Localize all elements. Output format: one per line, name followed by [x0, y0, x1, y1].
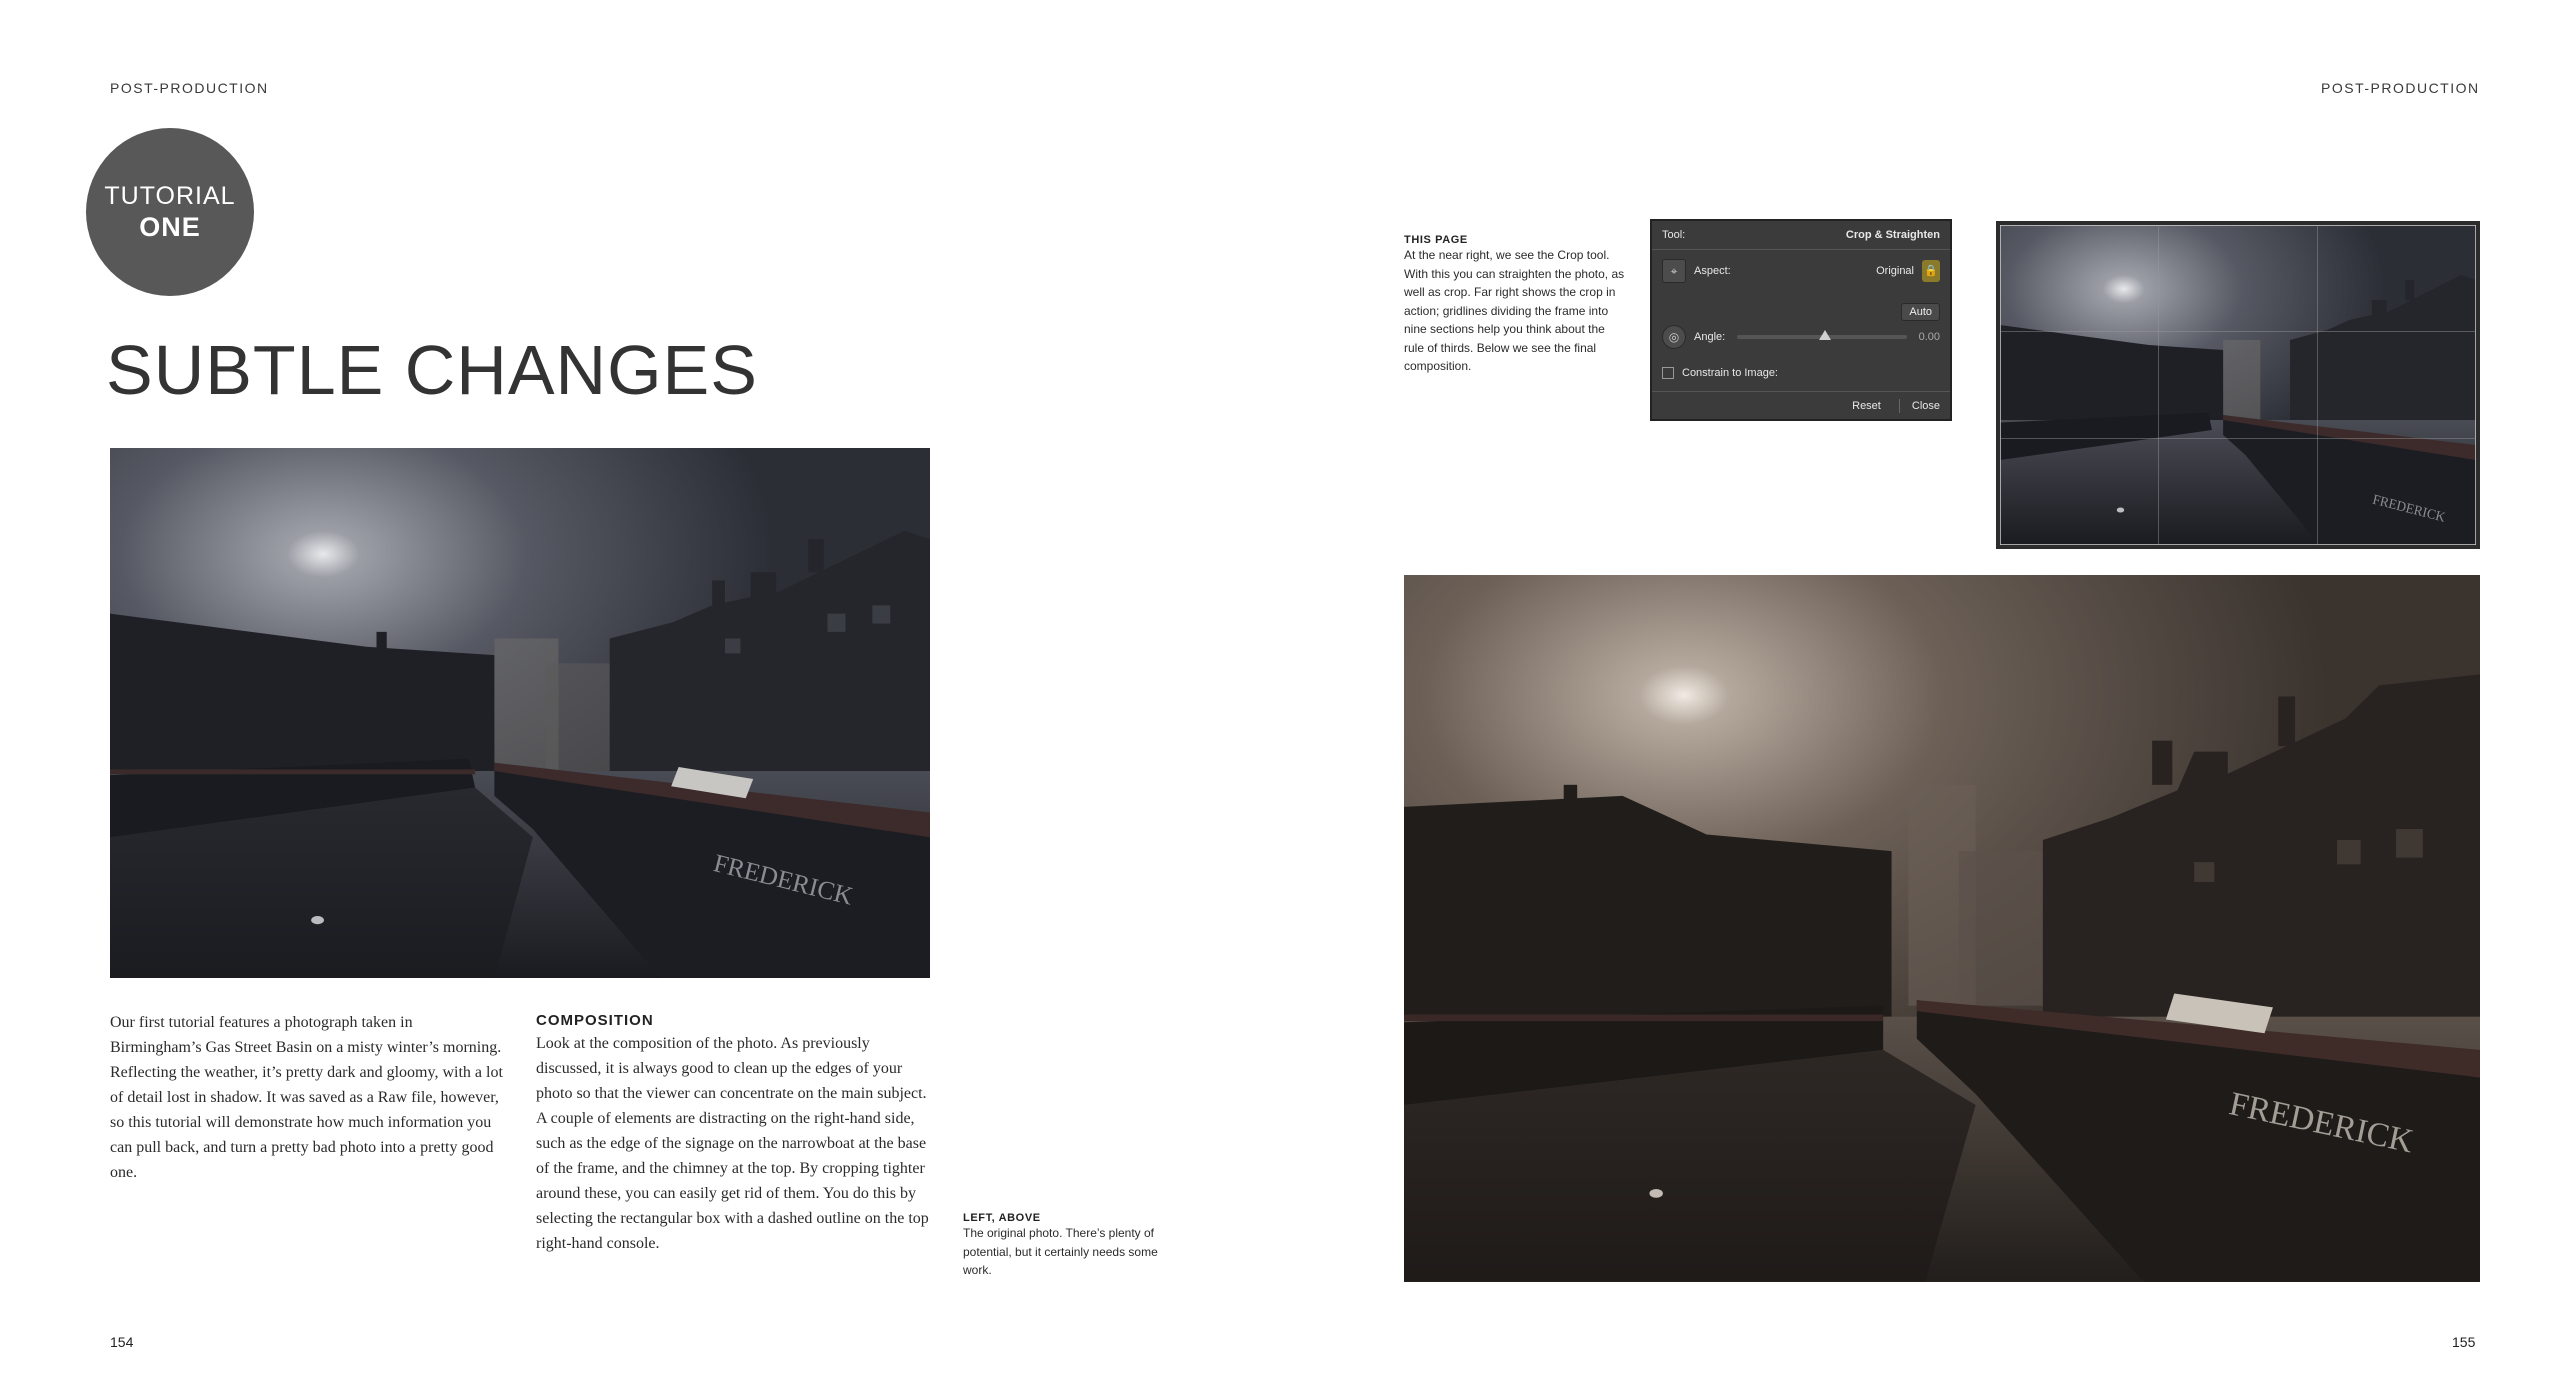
crop-preview-scene [2000, 225, 2476, 545]
badge-line1: TUTORIAL [104, 182, 236, 210]
auto-button[interactable]: Auto [1901, 303, 1940, 321]
page-number-right: 155 [2452, 1334, 2476, 1350]
running-head-left: POST-PRODUCTION [110, 80, 269, 96]
angle-slider[interactable] [1737, 335, 1906, 339]
caption-right [1404, 234, 1626, 376]
caption-left [963, 1212, 1183, 1280]
tutorial-badge [86, 128, 254, 296]
page-number-left: 154 [110, 1334, 134, 1350]
constrain-label: Constrain to Image: [1682, 367, 1778, 379]
angle-value[interactable]: 0.00 [1918, 331, 1940, 343]
crop-icon[interactable]: ⌖ [1662, 259, 1686, 283]
straighten-icon[interactable]: ◎ [1662, 325, 1686, 349]
crop-preview-photo [1996, 221, 2480, 549]
aspect-label: Aspect: [1694, 265, 1731, 277]
composition-heading: COMPOSITION [536, 1012, 654, 1029]
boat-name-final: FREDERICK [2226, 1085, 2417, 1161]
final-photo [1404, 575, 2480, 1282]
caption-right-text: At the near right, we see the Crop tool. With this you can straighten the photo, as well as crop. Far right shows the crop in action; gridlines dividing the frame into nine sections help you think about the rule of thirds. Below we see the final composition. [1404, 248, 1625, 373]
intro-paragraph: Our first tutorial features a photograph taken in Birmingham’s Gas Street Basin on a misty winter’s morning. Reflecting the weather, it’s pretty dark and gloomy, with a lot of detail lost in shadow. It was saved as a Raw file, however, so this tutorial will demonstrate how much information you can pull back, and turn a pretty bad photo into a pretty good one. [110, 1014, 503, 1181]
final-photo-scene [1404, 575, 2480, 1282]
angle-slider-thumb[interactable] [1819, 330, 1831, 340]
composition-section [536, 1012, 936, 1256]
caption-left-text: The original photo. There’s plenty of potential, but it certainly needs some work. [963, 1226, 1158, 1277]
boat-name-crop: FREDERICK [2371, 491, 2447, 525]
close-button[interactable]: Close [1911, 400, 1940, 412]
running-head-right: POST-PRODUCTION [2321, 80, 2480, 96]
angle-label: Angle: [1694, 331, 1726, 343]
tool-label: Tool: [1662, 229, 1686, 241]
boat-name-original: FREDERICK [710, 848, 856, 911]
composition-text: Look at the composition of the photo. As previously discussed, it is always good to clean up the edges of your photo so that the viewer can concentrate on the main subject. A couple of elements are distracting on the right-hand side, such as the edge of the signage on the narrowboat at the base of the frame, and the chimney at the top. By cropping tighter around these, you can easily get rid of them. You do this by selecting the rectangular box with a dashed outline on the top right-hand console. [536, 1035, 929, 1252]
caption-left-title: LEFT, ABOVE [963, 1212, 1041, 1224]
original-photo-scene [110, 448, 930, 978]
tool-value: Crop & Straighten [1845, 229, 1940, 241]
badge-line2: ONE [139, 212, 201, 242]
reset-button[interactable]: Reset [1852, 400, 1881, 412]
lock-icon[interactable]: 🔒 [1922, 260, 1940, 282]
page-title: SUBTLE CHANGES [106, 331, 758, 409]
aspect-select[interactable]: Original [1876, 265, 1914, 277]
crop-tool-panel [1650, 219, 1952, 421]
original-photo [110, 448, 930, 978]
constrain-checkbox[interactable] [1662, 367, 1674, 379]
caption-right-title: THIS PAGE [1404, 234, 1468, 246]
